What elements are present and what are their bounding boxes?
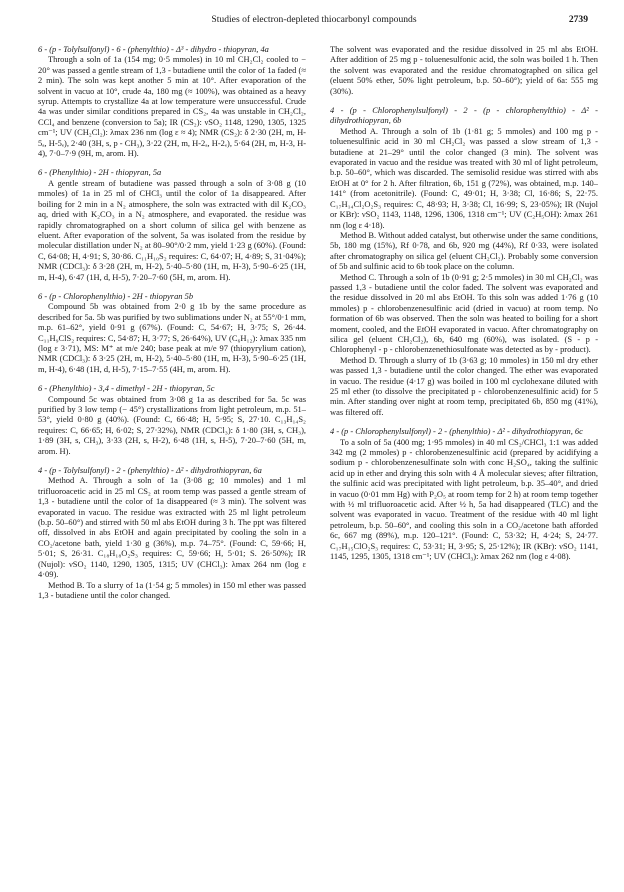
section-6a [38, 465, 306, 600]
paragraph: Through a soln of 1a (154 mg; 0·5 mmoles) in 10 ml CH₂Cl₂ cooled to − 20° was passed a gentle stream of 1,3 - butadiene until the color of 1a faded (≈ 2 min). The soln was kept another 5 min at 10°. After evaporation of the solvent in vacuo at 10°, crude 4a, 180 mg (≈ 100%), was obtained as a heavy syrup. Attempts to crystallize 4a at low temperature were unsuccessful. Crude 4a was under similar conditions prepared in CS₂, 4a was unstable in CH₂Cl₂, CCl₄ and benzene (conversion to 5a); IR (CS₂): νSO₂ 1148, 1290, 1305, 1325 cm⁻¹; UV (CH₂Cl₂): λmax 236 nm (log ε ≈ 4); NMR (CS₂): δ 2·30 (2H, m, H-5ₐ, H-5ₑ), 2·40 (3H, s, p - CH₃), 3·22 (2H, m, H-2ₐ, H-2ₑ), 5·64 (2H, m, H-3, H-4), 7·0–7·9 (9H, m, arom. H). [38, 54, 306, 159]
paragraph: Method D. Through a slurry of 1b (3·63 g; 10 mmoles) in 150 ml dry ether was passed 1,3 - butadiene until the color changed. The ether was evaporated in vacuo. The residue (4·17 g) was boiled in 100 ml cyclohexane diluted with 25 ml ether (to dissolve the precipitated p - chlorobenzenesulfinic acid) for 5 min. After standing over night at room temp, precipitated 6b, 850 mg (41%), was filtered off. [330, 354, 598, 417]
paragraph: To a soln of 5a (400 mg; 1·95 mmoles) in 40 ml CS₂/CHCl₃ 1:1 was added 342 mg (2 mmoles) p - chlorobenzenesulfinic acid (prepared by acidifying a sodium p - chlorobenzenesulfinate soln with conc H₂SO₄, taking the sulfinic acid up in ether and drying this soln with 4 Å molecular sieves; after filtration, the sulfinic acid was precipitated with light petroleum, b.p. 35–40°, and dried in vacuo (0·01 mm Hg) with P₂O₅ at room temp for 2 h) at room temp together with ½ ml trifluoroacetic acid. After ½ h, 5a had disappeared (TLC) and the solvent was evaporated in vacuo. Treatment of the residue with 40 ml light petroleum, b.p. 50–60°, and cooling this soln in a CO₂/acetone bath afforded 6c, 667 mg (89%), m.p. 120–121°. (Found: C, 53·32; H, 4·24; S, 24·77. C₁₇H₁₅ClO₂S₃ requires: C, 53·31; H, 3·95; S, 25·12%); IR (KBr): νSO₂ 1141, 1145, 1295, 1305, 1318 cm⁻¹; UV (CHCl₃): λmax 262 nm (log ε 4·08). [330, 436, 598, 562]
paragraph: Method C. Through a soln of 1b (0·91 g; 2·5 mmoles) in 30 ml CH₂Cl₂ was passed 1,3 - butadiene until the color faded. The solvent was evaporated and the residue dissolved in 20 ml abs EtOH. To this soln was added 1·76 g (10 mmoles) p - chlorobenzenesulfinic acid (dried in vacuo) at room temp. No formation of 6b was observed. Then the soln was heated to boiling for a short moment, cooled, and the EtOH evaporated in vacuo. After chromatography on silica gel (eluent CH₂Cl₂), 6b, 640 mg (60%), was isolated. (S - p - Chlorophenyl - p - chlorobenzenethiosulfonate was detected as by - product). [330, 271, 598, 355]
right-column [330, 44, 598, 884]
section-heading: 4 - (p - Chlorophenylsulfonyl) - 2 - (phenylthio) - Δ² - dihydrothiopyran, 6c [330, 426, 583, 437]
paragraph: The solvent was evaporated and the residue dissolved in 25 ml abs EtOH. After addition of 25 mg p - toluenesulfonic acid, the soln was boiled 1 h. Then the solvent was evaporated and the residue chromatographed on silica gel (eluent 50% ether, 50% light petroleum, b.p. 50–60°); yield of 6a: 555 mg (30%). [330, 44, 598, 96]
section-6a-continued [330, 44, 598, 96]
left-column [38, 44, 306, 884]
section-heading: 6 - (Phenylthio) - 3,4 - dimethyl - 2H - thiopyran, 5c [38, 383, 215, 394]
section-5c [38, 383, 306, 456]
paragraph: Method B. To a slurry of 1a (1·54 g; 5 mmoles) in 150 ml ether was passed 1,3 - butadiene until the color changed. [38, 579, 306, 600]
section-5b [38, 291, 306, 374]
section-heading: 4 - (p - Tolylsulfonyl) - 2 - (phenylthio) - Δ² - dihydrothiopyran, 6a [38, 465, 262, 476]
paragraph: Method B. Without added catalyst, but otherwise under the same conditions, 5b, 180 mg (15%), Rf 0·78, and 6b, 920 mg (44%), Rf 0·33, were isolated after chromatography on silica gel (eluent CH₂Cl₂). Probably some conversion of 5b and sulfinic acid to 6b took place on the column. [330, 229, 598, 272]
section-heading: 4 - (p - Chlorophenylsulfonyl) - 2 - (p - chlorophenylthio) - Δ² - dihydrothiopyran, 6b [330, 105, 598, 126]
section-heading: 6 - (Phenylthio) - 2H - thiopyran, 5a [38, 167, 162, 178]
paragraph: Method A. Through a soln of 1b (1·81 g; 5 mmoles) and 100 mg p - toluenesulfinic acid in 30 ml CH₂Cl₂ was passed a slow stream of 1,3 - butadiene at 21–29° until the color changed (3 min). The solvent was evaporated in vacuo and the residue was treated with 30 ml of light petroleum, b.p. 50–60°, which was discarded. The semisolid residue was stirred with abs EtOH at 0° for 2 h. After filtration, 6b, 151 g (72%), was obtained, m.p. 140–141° (from acetonitrile). (Found: C, 49·01; H, 3·38; Cl, 16·86; S, 22·75. C₁₇H₁₄Cl₂O₂S₃ requires: C, 48·93; H, 3·38; Cl, 16·99; S, 23·05%); IR (Nujol or KBr): νSO₂ 1143, 1148, 1296, 1306, 1318 cm⁻¹; UV (C₂H₅OH): λmax 261 nm (log ε 4·18). [330, 125, 598, 230]
section-heading: 6 - (p - Tolylsulfonyl) - 6 - (phenylthio) - Δ³ - dihydro - thiopyran, 4a [38, 44, 269, 54]
section-heading: 6 - (p - Chlorophenylthio) - 2H - thiopyran 5b [38, 290, 194, 301]
paragraph: A gentle stream of butadiene was passed through a soln of 3·08 g (10 mmoles) of 1a in 25 ml of CHCl₃ until the color of 1a disappeared. After boiling for 2 min in a N₂ atmosphere, the soln was extracted with dil K₂CO₃ aq, dried with K₂CO₃ in a N₂ atmosphere, and evaporated. the residue was rapidly chromatographed on a short column of silica gel with benzene as eluent. After evaporation of the solvent, 5a was isolated from the residue by molecular distillation under N₂ at 80–90°/0·2 mm, yield 1·23 g (60%). (Found: C, 64·08; H, 4·91; S, 30·86. C₁₁H₁₀S₂ requires: C, 64·07; H, 4·89; S, 31·04%); NMR (CDCl₃): δ 3·28 (2H, m, H-2), 5·40–5·80 (1H, m, H-3), 5·90–6·25 (1H, m, H-4), 6·47 (1H, d, H-5), 7·20–7·60 (5H, m, arom. H). [38, 177, 306, 282]
page-number: 2739 [568, 14, 588, 25]
paragraph: Compound 5c was obtained from 3·08 g 1a as described for 5a. 5c was purified by 3 low temp (− 45°) crystallizations from light petroleum, m.p. 51–53°, yield 0·80 g (40%). (Found: C, 66·48; H, 5·95; S, 27·10. C₁₃H₁₄S₂ requires: C, 66·65; H, 6·02; S, 27·32%), NMR (CDCl₃): δ 1·80 (3H, s, CH₃), 1·89 (3H, s, CH₃), 3·33 (2H, s, H-2), 6·48 (1H, s, H-5), 7·20–7·60 (5H, m, arom. H). [38, 393, 306, 456]
section-6c [330, 426, 598, 561]
section-5a [38, 167, 306, 281]
running-head [40, 14, 588, 30]
section-4a [38, 44, 306, 158]
running-title: Studies of electron-depleted thiocarbonyl compounds [211, 14, 417, 25]
paragraph: Method A. Through a soln of 1a (3·08 g; 10 mmoles) and 1 ml trifluoroacetic acid in 25 ml CS₂ at room temp was passed a gentle stream of 1,3 - butadiene until the color of 1a disappeared (≈ 3 min). The solvent was evaporated in vacuo. The residue was extracted with 25 ml light petroleum (b.p. 50–60°) and stirred with 50 ml abs EtOH during 3 h. The ppt was filtered off, dissolved in abs EtOH and again precipitated by cooling the soln in a CO₂/acetone bath, yield 1·30 g (36%), m.p. 74–75°. (Found: C, 59·66; H, 5·01; S, 26·31. C₁₈H₁₈O₂S₃ requires: C, 59·66; H, 5·01; S. 26·50%); IR (Nujol): νSO₂ 1140, 1290, 1305, 1315; UV (CHCl₃): λmax 264 nm (log ε 4·09). [38, 475, 306, 580]
section-6b [330, 105, 598, 417]
paragraph: Compound 5b was obtained from 2·0 g 1b by the same procedure as described for 5a. 5b was purified by two sublimations under N₂ at 55°/0·1 mm, m.p. 61–62°, yield 0·91 g (67%). (Found: C, 54·67; H, 3·75; S, 26·44. C₁₁H₉ClS₂ requires: C, 54·87; H, 3·77; S, 26·64%), UV (C₆H₁₂): λmax 335 nm (log ε 3·71), MS: M⁺ at m/e 240; base peak at m/e 97 (thiopyrylium cation), NMR (CDCl₃): δ 3·25 (2H, m, H-2), 5·40–5·80 (1H, m, H-3), 5·90–6·25 (1H, m, H-4), 6·48 (1H, d, H-5), 7·15–7·55 (4H, m, arom. H). [38, 301, 306, 374]
